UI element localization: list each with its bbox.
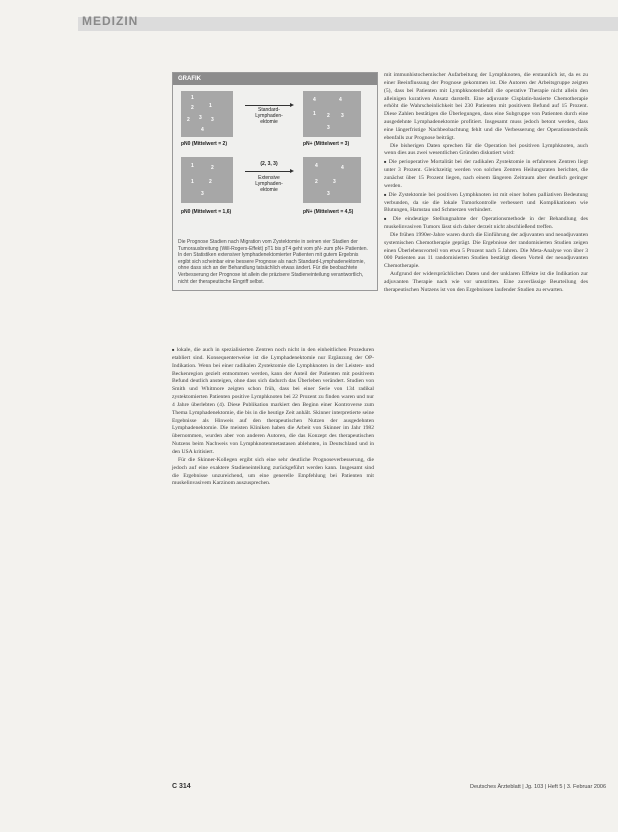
paragraph: mit immunhistochemischer Aufarbeitung der Lymphknoten, die erstaunlich ist, da es zu einer Beeinflussung der Prognose gekommen ist. Die Autoren der Arbeitsgruppe zeigten (5), dass bei Patienten mit Lymphknotenbefall die operative Therapie nicht allein den alleinigen kurativen Ansatz darstellt. Eine adjuvante Cisplatin-basierte Chemotherapie erhöht die Wahrscheinlichkeit bei 230 Patienten mit positivem Befund auf 15 Prozent. Diese Zahlen bestätigen die Überlegungen, dass eine Subgruppe von Patienten durch eine ausgedehnte Lymphadenektomie profitiert. Insgesamt muss jedoch betont werden, dass eine längerfristige Nachbeobachtung fehlt und die Verbesserung der Operationstechnik ebenfalls zur Prognose beiträgt.: [384, 72, 588, 141]
figure-caption: Die Prognose Stadien nach Migration vom Zystektomie in seinen vier Stadien der Tumorausbreitung (Will-Rogers-Effekt) pT1 bis pT4 geht vom pN- zum pN+ Patienten. In den Statistiken extensiver lymphadenektomierter Patienten mit gutem Ergebnis ergibt sich scheinbar eine bessere Prognose als nach Standard-Lymphadenektomie, ohne dass sich an der Behandlung tatsächlich etwas ändert. Für die beobachtete Verbesserung der Prognose ist allein die präzisere Stadieneinteilung verantwortlich, nicht der therapeutische Eingriff selbst.: [178, 239, 368, 285]
page-number: C 314: [172, 783, 191, 790]
stage-number: 4: [201, 127, 204, 133]
stage-number: 4: [339, 97, 342, 103]
stage-number: 1: [313, 111, 316, 117]
moved-stages: (2, 3, 3): [260, 161, 278, 167]
stage-number: 4: [341, 165, 344, 171]
paragraph: Die bisherigen Daten sprechen für die Operation bei positiven Lymphknoten, auch wenn dies aus zwei wesentlichen Gründen diskutiert wird:: [384, 142, 588, 157]
stage-number: 3: [211, 117, 214, 123]
header-bar: [78, 17, 618, 31]
stage-number: 3: [327, 125, 330, 131]
paragraph: Aufgrund der widersprüchlichen Daten und der unklaren Effekte ist die Indikation zur adjuvanten Therapie nach wie vor umstritten. Eine zuverlässige Beurteilung des therapeutischen Nutzens ist von den Ergebnissen laufender Studien zu erwarten.: [384, 271, 588, 293]
caption-right-bottom: pN+ (Mittelwert = 4,5): [303, 209, 354, 215]
figure-label: GRAFIK: [173, 73, 377, 85]
standard-label: Standard- Lymphaden- ektomie: [255, 107, 283, 125]
box-top-left: [181, 91, 233, 137]
stage-number: 1: [191, 95, 194, 101]
box-bottom-left: [181, 157, 233, 203]
stage-number: 1: [191, 179, 194, 185]
bullet-paragraph: ■ Die perioperative Mortalität bei der radikalen Zystektomie in erfahrenen Zentren liegt unter 3 Prozent. Gleichzeitig werden von solchen Zentren Heilungsraten berichtet, die zunächst über 15 Prozent liegen, nach einem längeren Zeitraum aber deutlich geringer werden.: [384, 158, 588, 190]
box-bottom-right: [303, 157, 361, 203]
stage-number: 4: [313, 97, 316, 103]
box-top-right: [303, 91, 361, 137]
stage-number: 3: [327, 191, 330, 197]
section-title: MEDIZIN: [82, 14, 139, 28]
bullet-paragraph: ■ Die Zystektomie bei positiven Lymphknoten ist mit einer hohen palliativen Bedeutung verbunden, da sie die lokale Tumorkontrolle verbessert und Komplikationen wie Blutungen, Harnstau und Schmerzen verhindert.: [384, 191, 588, 216]
arrow-top: [245, 105, 291, 106]
text-column-right: [384, 72, 588, 295]
stage-number: 3: [333, 179, 336, 185]
stage-number: 2: [327, 113, 330, 119]
stage-number: 2: [211, 165, 214, 171]
stage-number: 3: [341, 113, 344, 119]
stage-number: 2: [209, 179, 212, 185]
paragraph: Die frühen 1990er-Jahre waren durch die Einführung der adjuvanten und neoadjuvanten systemischen Chemotherapie geprägt. Die Ergebnisse der randomisierten Studien zeigen einen Überlebensvorteil von etwa 5 Prozent nach 5 Jahren. Die Meta-Analyse von über 3 000 Patienten aus 11 randomisierten Studien bestätigt diesen Vorteil der neoadjuvanten Chemotherapie.: [384, 231, 588, 270]
journal-citation: Deutsches Ärzteblatt | Jg. 103 | Heft 5 | 3. Februar 2006: [470, 784, 607, 790]
stage-number: 2: [187, 117, 190, 123]
stage-number: 2: [191, 105, 194, 111]
stage-number: 3: [199, 115, 202, 121]
figure-box: [172, 72, 378, 291]
stage-number: 1: [209, 103, 212, 109]
stage-number: 2: [315, 179, 318, 185]
bullet-paragraph: ■ Die eindeutige Stellungnahme der Operationsmethode in der Behandlung des muskelinvasiven Tumors lässt sich daher derzeit nicht abschließend treffen.: [384, 215, 588, 232]
stage-number: 1: [191, 163, 194, 169]
caption-left-bottom: pN0 (Mittelwert = 1,6): [181, 209, 232, 215]
stage-number: 4: [315, 163, 318, 169]
arrow-bottom: [245, 171, 291, 172]
caption-left-top: pN0 (Mittelwert = 2): [181, 141, 227, 147]
text-column-left: [172, 346, 374, 488]
figure-diagram: [173, 85, 377, 235]
paragraph: Für die Skinner-Kollegen ergibt sich eine sehr deutliche Prognoseverbesserung, die jedoch auf eine exaktere Stadieneinteilung zurückgeführt werden kann. Insgesamt sind die Ergebnisse unzureichend, um eine generelle Empfehlung bei Patienten mit muskelinvasivem Karzinom auszusprechen.: [172, 456, 374, 487]
stage-number: 3: [201, 191, 204, 197]
paragraph: ■ lokale, die auch in spezialisierten Zentren noch nicht in den einheitlichen Prozeduren etabliert sind. Konsequenterweise ist die Lymphadenektomie nur Ergänzung der OP-Indikation. Wenn bei einer radikalen Zystektomie die Lymphknoten in der Leisten- und Beckenregion gezielt entnommen werden, kann der Anteil der Patienten mit positivem Befund deutlich ansteigen, ohne dass sich dadurch das Überleben verändert. Studien von Smith und Whitmore zeigten schon früh, dass bei einer Serie von 134 radikal zystektomierten Patienten positive Lymphknoten bei 22 Prozent zu finden waren und nur 4 Jahre überlebten (4). Diese Publikation markiert den Beginn einer Kontroverse zum Thema Lymphadenektomie, die bis in die heutige Zeit anhält. Skinner interpretierte seine Ergebnisse als Hinweis auf den therapeutischen Nutzen der ausgedehnten Lymphadenektomie. Die meisten Kliniken haben die Arbeit von Skinner im Jahr 1982 übernommen, wurden aber von anderen Autoren, die das Konzept des therapeutischen Nutzens beim Nachweis von Lymphknotenmetastasen ablehnten, in Deutschland und in den USA kritisiert.: [172, 346, 374, 457]
caption-right-top: pN+ (Mittelwert = 3): [303, 141, 350, 147]
extensive-label: Extensive Lymphaden- ektomie: [255, 175, 283, 193]
